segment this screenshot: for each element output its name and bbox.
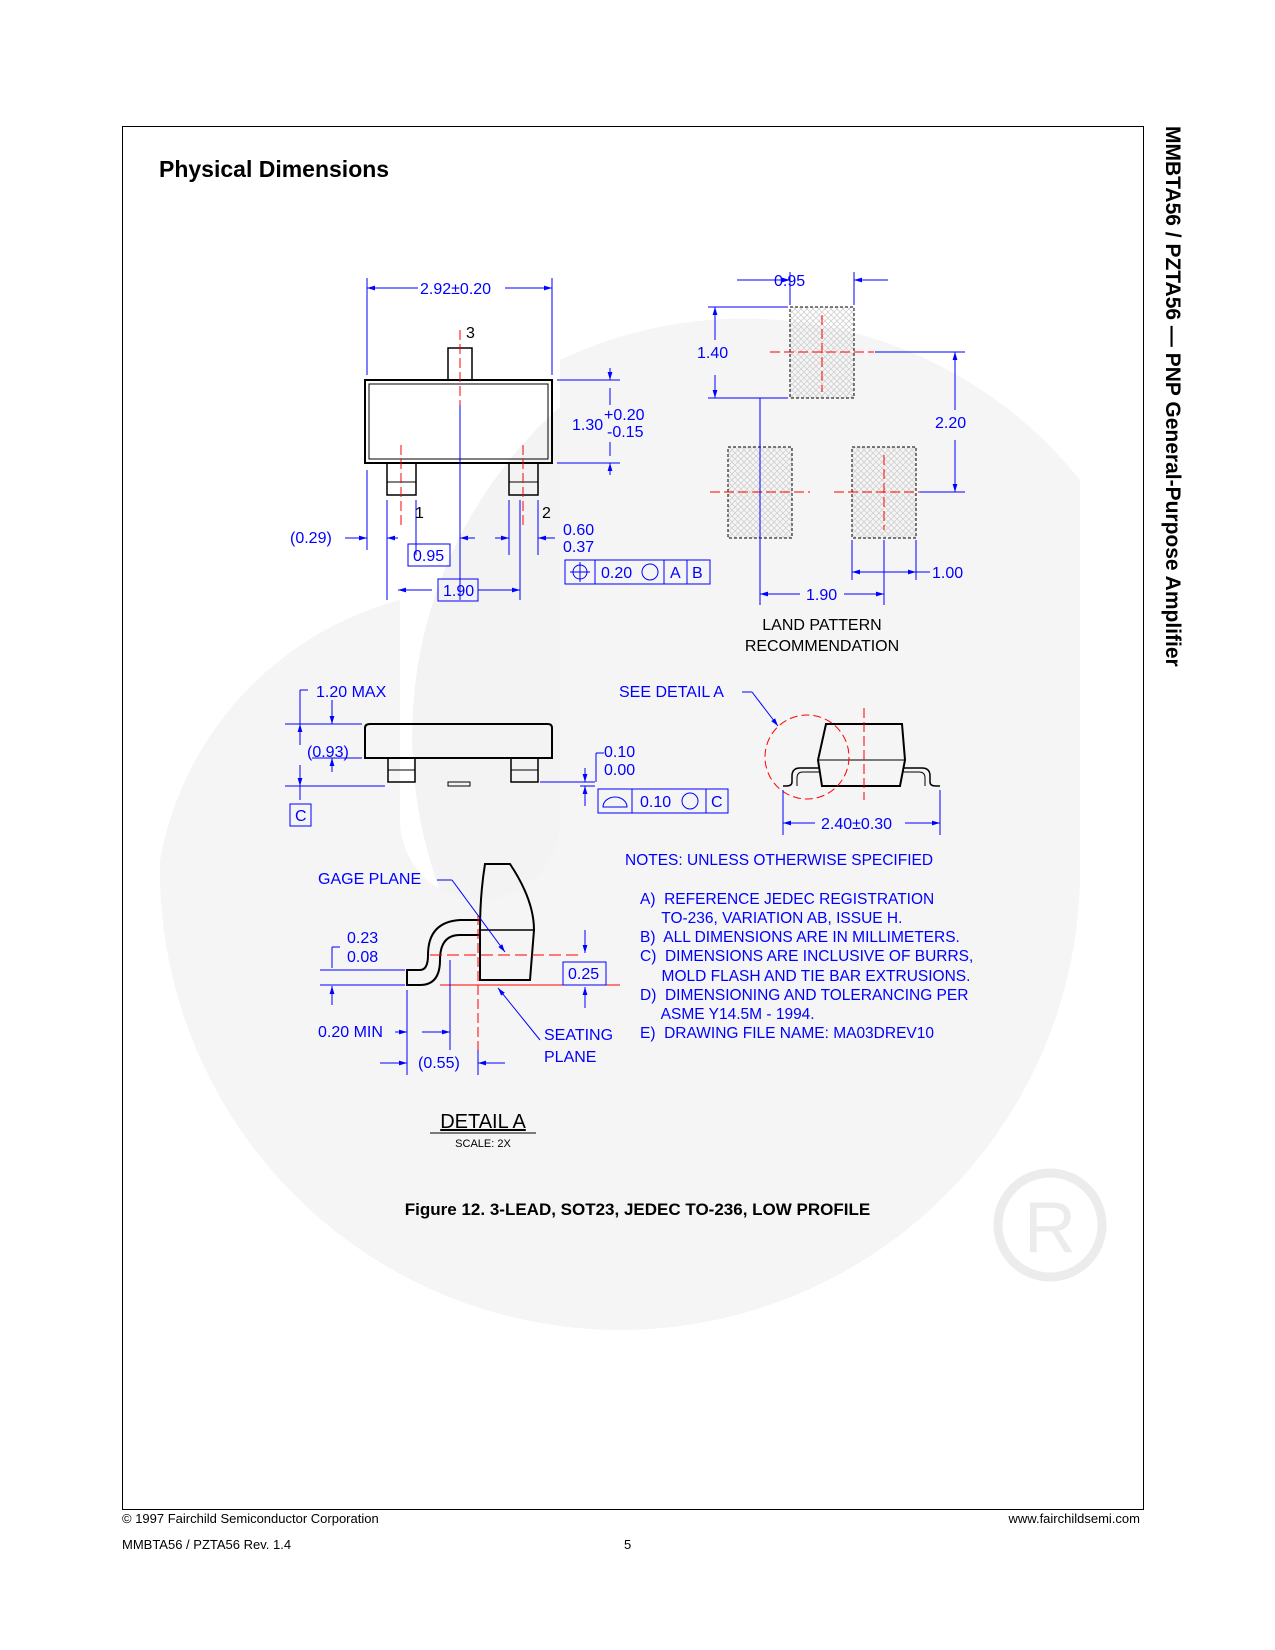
footer-page-number: 5 (624, 1537, 632, 1552)
land-pattern (708, 272, 965, 605)
foot-min-label: 0.20 MIN (318, 1024, 383, 1041)
see-detail-label: SEE DETAIL A (619, 684, 724, 701)
note-line: B) ALL DIMENSIONS ARE IN MILLIMETERS. (640, 929, 960, 946)
position-tol-label: 0.20 (601, 565, 633, 582)
pad-width-bottom-label: 1.00 (932, 565, 964, 582)
seating-plane-label-2: PLANE (544, 1049, 597, 1066)
lead-width-min: 0.37 (563, 539, 595, 556)
body-tol-minus: -0.15 (607, 424, 644, 441)
body-height-label: 1.30 (572, 417, 604, 434)
max-height-label: 1.20 MAX (316, 684, 387, 701)
note-line: C) DIMENSIONS ARE INCLUSIVE OF BURRS, (640, 948, 974, 965)
note-line: E) DRAWING FILE NAME: MA03DREV10 (640, 1025, 934, 1042)
pad-pitch-label: 1.90 (806, 587, 838, 604)
lead-thk-min-label: 0.08 (347, 949, 379, 966)
note-line: D) DIMENSIONING AND TOLERANCING PER (640, 987, 969, 1004)
lead-width-max: 0.60 (563, 522, 595, 539)
land-pattern-label-2: RECOMMENDATION (744, 638, 900, 655)
side-view-body (365, 724, 552, 758)
left-offset-label: (0.29) (290, 530, 332, 547)
overall-width-label: 2.92±0.20 (420, 281, 492, 298)
side-title: MMBTA56 / PZTA56 — PNP General-Purpose Amplifier (1161, 126, 1184, 667)
note-line: MOLD FLASH AND TIE BAR EXTRUSIONS. (640, 968, 971, 985)
detail-a-title: DETAIL A (440, 1111, 526, 1133)
datum-c-label: C (295, 808, 307, 825)
footer-copyright: © 1997 Fairchild Semiconductor Corporation (122, 1511, 379, 1526)
seating-plane-label-1: SEATING (544, 1027, 614, 1044)
side-view-labels (295, 684, 723, 825)
gage-height-label: 0.25 (568, 966, 600, 983)
end-view-body (818, 724, 905, 786)
top-view (345, 278, 710, 601)
coplanarity-datum-label: C (711, 794, 723, 811)
body-height-ref-label: (0.93) (307, 744, 349, 761)
note-line: ASME Y14.5M - 1994. (640, 1006, 815, 1023)
lead-thk-max-label: 0.23 (347, 930, 379, 947)
pin1-label: 1 (415, 505, 424, 522)
detail-a-scale: SCALE: 2X (455, 1138, 511, 1150)
lead-span-label: 2.40±0.30 (821, 816, 893, 833)
footer-website[interactable]: www.fairchildsemi.com (1008, 1511, 1140, 1526)
standoff-min-label: 0.00 (604, 762, 636, 779)
body-tol-plus: +0.20 (604, 407, 645, 424)
pin2-label: 2 (542, 505, 551, 522)
end-view (742, 692, 940, 835)
footer-doc-rev: MMBTA56 / PZTA56 Rev. 1.4 (122, 1537, 292, 1552)
mmc-symbol-icon-2 (682, 793, 698, 809)
detail-lead (407, 920, 480, 985)
detail-body (480, 864, 534, 980)
gage-plane-label: GAGE PLANE (318, 871, 422, 888)
detail-a-labels (318, 871, 613, 1150)
figure-caption: Figure 12. 3-LEAD, SOT23, JEDEC TO-236, LOW PROFILE (404, 1200, 871, 1219)
section-title: Physical Dimensions (159, 156, 390, 182)
notes (625, 852, 973, 1042)
mmc-symbol-icon (642, 564, 658, 580)
pad-width-label: 0.95 (774, 273, 806, 290)
standoff-max-label: 0.10 (604, 744, 636, 761)
land-pattern-label-1: LAND PATTERN (762, 617, 882, 634)
note-line: TO-236, VARIATION AB, ISSUE H. (640, 910, 903, 927)
top-view-labels (290, 281, 703, 600)
pitch-label: 0.95 (413, 548, 445, 565)
svg-text:R: R (1024, 1188, 1076, 1268)
span-label: 1.90 (443, 583, 475, 600)
pin3-label: 3 (466, 325, 475, 342)
pad-height-label: 1.40 (697, 345, 729, 362)
datum-b-label: B (692, 565, 703, 582)
foot-ref-label: (0.55) (418, 1055, 460, 1072)
note-line: A) REFERENCE JEDEC REGISTRATION (640, 891, 935, 908)
coplanarity-label: 0.10 (640, 794, 672, 811)
datum-a-label: A (670, 565, 681, 582)
flatness-symbol-icon (603, 797, 627, 807)
row-spacing-label: 2.20 (935, 415, 967, 432)
notes-heading: NOTES: UNLESS OTHERWISE SPECIFIED (625, 852, 934, 869)
top-view-body (365, 380, 552, 463)
